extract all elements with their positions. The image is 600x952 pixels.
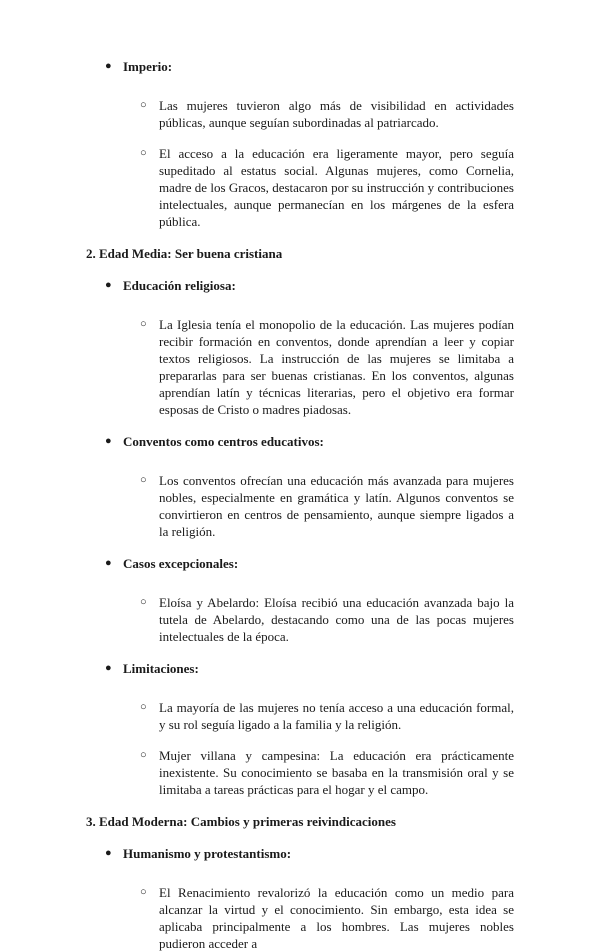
text: Las mujeres tuvieron algo más de visibilidad en actividades públicas, aunque seguían subordinadas al patriarcado.	[159, 98, 514, 130]
section-heading	[86, 813, 514, 830]
sub-bullet-paragraph	[140, 145, 514, 230]
bullet-icon: ●	[105, 662, 112, 674]
text: Educación religiosa:	[123, 278, 236, 293]
bullet-icon: ●	[105, 435, 112, 447]
text: La Iglesia tenía el monopolio de la educación. Las mujeres podían recibir formación en conventos, donde aprendían a leer y copiar textos religiosos. La instrucción de las mujeres se limitaba a prepararlas para ser buenas cristianas. En los conventos, algunas aprendían latín y técnicas literarias, pero el objetivo era formar esposas de Cristo o madres piadosas.	[159, 317, 514, 417]
text: Eloísa y Abelardo: Eloísa recibió una educación avanzada bajo la tutela de Abelardo, destacando como una de las pocas mujeres intelectuales de la época.	[159, 595, 514, 644]
text: Limitaciones:	[123, 661, 199, 676]
bullet-icon: ●	[105, 847, 112, 859]
bullet-item	[105, 277, 514, 294]
text: Casos excepcionales:	[123, 556, 239, 571]
text: Mujer villana y campesina: La educación era prácticamente inexistente. Su conocimiento se basaba en la transmisión oral y se limitaba a tareas prácticas para el hogar y el campo.	[159, 748, 514, 797]
text: Imperio:	[123, 59, 173, 74]
circle-bullet-icon: ○	[140, 749, 147, 761]
section-heading	[86, 245, 514, 262]
text: 3. Edad Moderna: Cambios y primeras reivindicaciones	[86, 814, 396, 829]
sub-bullet-paragraph	[140, 472, 514, 540]
text: La mayoría de las mujeres no tenía acceso a una educación formal, y su rol seguía ligado a la familia y la religión.	[159, 700, 514, 732]
sub-bullet-paragraph	[140, 699, 514, 733]
bullet-item	[105, 660, 514, 677]
text: Los conventos ofrecían una educación más avanzada para mujeres nobles, especialmente en gramática y latín. Algunos conventos se convirtieron en centros de pensamiento, aunque siempre ligados a la religión.	[159, 473, 514, 539]
bullet-item	[105, 555, 514, 572]
circle-bullet-icon: ○	[140, 474, 147, 486]
circle-bullet-icon: ○	[140, 886, 147, 898]
sub-bullet-paragraph	[140, 316, 514, 418]
sub-bullet-paragraph	[140, 747, 514, 798]
bullet-icon: ●	[105, 60, 112, 72]
text: Humanismo y protestantismo:	[123, 846, 292, 861]
text: El Renacimiento revalorizó la educación como un medio para alcanzar la virtud y el conocimiento. Sin embargo, esta idea se aplicaba principalmente a los hombres. Las mujeres nobles pudieron acceder a	[159, 885, 514, 951]
circle-bullet-icon: ○	[140, 701, 147, 713]
circle-bullet-icon: ○	[140, 596, 147, 608]
sub-bullet-paragraph	[140, 97, 514, 131]
text: Conventos como centros educativos:	[123, 434, 324, 449]
sub-bullet-paragraph	[140, 594, 514, 645]
circle-bullet-icon: ○	[140, 99, 147, 111]
bullet-icon: ●	[105, 557, 112, 569]
circle-bullet-icon: ○	[140, 147, 147, 159]
bullet-item	[105, 58, 514, 75]
bullet-icon: ●	[105, 279, 112, 291]
text: 2. Edad Media: Ser buena cristiana	[86, 246, 283, 261]
sub-bullet-paragraph	[140, 884, 514, 952]
bullet-item	[105, 433, 514, 450]
circle-bullet-icon: ○	[140, 318, 147, 330]
text: El acceso a la educación era ligeramente mayor, pero seguía supeditado al estatus social. Algunas mujeres, como Cornelia, madre de los Gracos, destacaron por su instrucción y contribuciones intelectuales, aunque permanecían en los márgenes de la esfera pública.	[159, 146, 514, 229]
